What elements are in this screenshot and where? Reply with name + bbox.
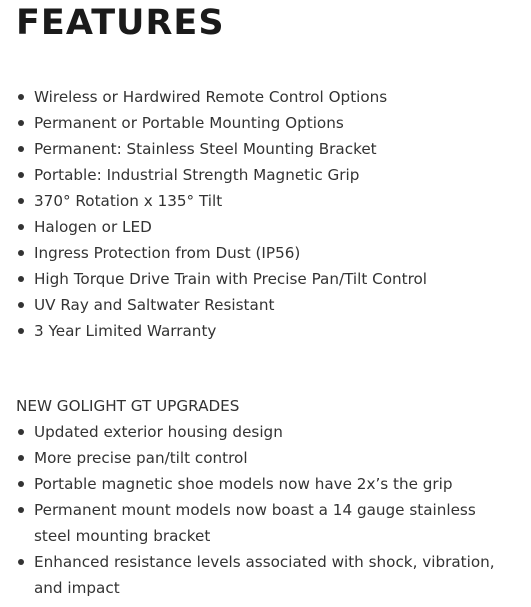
upgrades-heading: NEW GOLIGHT GT UPGRADES [16,397,240,415]
feature-item: Ingress Protection from Dust (IP56) [16,240,516,266]
feature-item: High Torque Drive Train with Precise Pan/Tilt Control [16,266,516,292]
page-title: FEATURES [16,3,225,43]
upgrade-item: Enhanced resistance levels associated with shock, vibration, and impact [16,549,516,601]
feature-item: 370° Rotation x 135° Tilt [16,188,516,214]
feature-item: 3 Year Limited Warranty [16,318,516,344]
upgrade-item: Permanent mount models now boast a 14 gauge stainless steel mounting bracket [16,497,516,549]
feature-item: Wireless or Hardwired Remote Control Options [16,84,516,110]
features-list [16,84,516,344]
feature-item: Permanent or Portable Mounting Options [16,110,516,136]
feature-item: Halogen or LED [16,214,516,240]
upgrade-item: Portable magnetic shoe models now have 2x’s the grip [16,471,516,497]
upgrades-list [16,419,516,601]
feature-item: UV Ray and Saltwater Resistant [16,292,516,318]
feature-item: Portable: Industrial Strength Magnetic Grip [16,162,516,188]
upgrade-item: Updated exterior housing design [16,419,516,445]
feature-item: Permanent: Stainless Steel Mounting Bracket [16,136,516,162]
upgrade-item: More precise pan/tilt control [16,445,516,471]
